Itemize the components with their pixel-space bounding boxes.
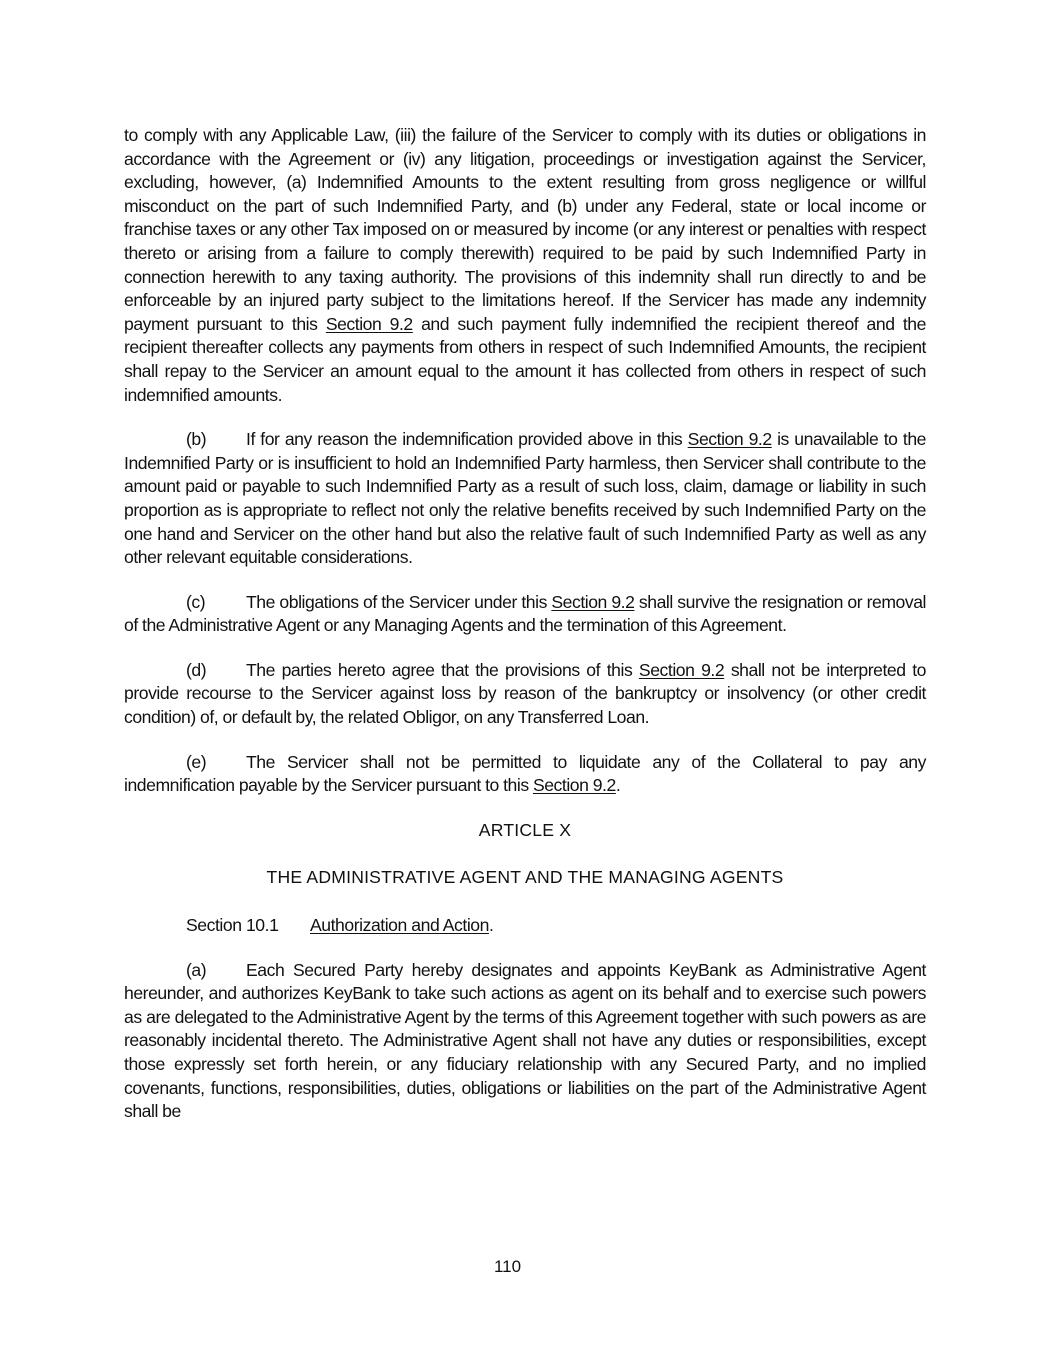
- intro-text-after-link: and such payment fully indemnified the recipient thereof and the recipient thereafter collects any payments from others in respect of such Indemnified Amounts, the recipient shall repay to the Servicer an amount equal to the amount it has collected from others in respect of such indemnified amounts.: [124, 313, 926, 405]
- page-number: 110: [493, 1257, 522, 1276]
- section-title-suffix: .: [488, 915, 494, 936]
- paragraph-label: (a): [186, 959, 207, 980]
- paragraph-text-after-link: is unavailable to the Indemnified Party or is insufficient to hold an Indemnified Party harmless, then Servicer shall contribute to the amount paid or payable to such Indemnified Party as a result of such loss, claim, damage or liability in such proportion as is appropriate to reflect not only the relative benefits received by such Indemnified Party on the one hand and Servicer on the other hand but also the relative fault of such Indemnified Party as well as any other relevant equitable considerations.: [124, 429, 926, 568]
- paragraph-label: (c): [186, 591, 206, 612]
- intro-paragraph: [124, 124, 926, 407]
- section-heading: [186, 914, 926, 938]
- article-title: THE ADMINISTRATIVE AGENT AND THE MANAGING AGENTS: [266, 867, 784, 888]
- paragraph-text: Each Secured Party hereby designates and appoints KeyBank as Administrative Agent hereunder, and authorizes KeyBank to take such actions as agent on its behalf and to exercise such powers as are delegated to the Administrative Agent by the terms of this Agreement together with such powers as are reasonably incidental thereto. The Administrative Agent shall not have any duties or responsibilities, except those expressly set forth herein, or any fiduciary relationship with any Secured Party, and no implied covenants, functions, responsibilities, duties, obligations or liabilities on the part of the Administrative Agent shall be: [124, 959, 926, 1122]
- section-10-1-paragraph-a: [124, 959, 926, 1124]
- section-9-2-reference: Section 9.2: [687, 429, 772, 450]
- paragraph-b: [124, 428, 926, 570]
- section-number: Section 10.1: [186, 915, 279, 936]
- paragraph-text-after-link: shall not be interpreted to provide recourse to the Servicer against loss by reason of the bankruptcy or insolvency (or other credit condition) of, or default by, the related Obligor, on any Transferred Loan.: [124, 659, 926, 728]
- paragraph-label: (e): [186, 751, 207, 772]
- paragraph-text-after-link: .: [615, 775, 621, 796]
- paragraph-c: [124, 591, 926, 638]
- paragraph-text-before-link: The obligations of the Servicer under this: [246, 591, 552, 612]
- paragraph-e: [124, 751, 926, 798]
- paragraph-text-after-link: shall survive the resignation or removal of the Administrative Agent or any Managing Agents and the termination of this Agreement.: [124, 591, 927, 636]
- section-title: Authorization and Action: [310, 915, 489, 936]
- document-page: [124, 124, 926, 1145]
- section-9-2-reference: Section 9.2: [325, 313, 413, 334]
- article-number: ARTICLE X: [478, 819, 572, 840]
- paragraph-text-before-link: The Servicer shall not be permitted to liquidate any of the Collateral to pay any indemnification payable by the Servicer pursuant to this: [124, 751, 926, 796]
- paragraph-text-before-link: The parties hereto agree that the provisions of this: [246, 659, 639, 680]
- paragraph-d: [124, 659, 926, 730]
- intro-text-before-link: to comply with any Applicable Law, (iii) the failure of the Servicer to comply with its duties or obligations in accordance with the Agreement or (iv) any litigation, proceedings or investigation against the Servicer, excluding, however, (a) Indemnified Amounts to the extent resulting from gross negligence or willful misconduct on the part of such Indemnified Party, and (b) under any Federal, state or local income or franchise taxes or any other Tax imposed on or measured by income (or any interest or penalties with respect thereto or arising from a failure to comply therewith) required to be paid by such Indemnified Party in connection herewith to any taxing authority. The provisions of this indemnity shall run directly to and be enforceable by an injured party subject to the limitations hereof. If the Servicer has made any indemnity payment pursuant to this: [124, 125, 926, 334]
- paragraph-label: (b): [186, 429, 207, 450]
- section-9-2-reference: Section 9.2: [638, 659, 725, 680]
- paragraph-label: (d): [186, 659, 207, 680]
- section-9-2-reference: Section 9.2: [551, 591, 635, 612]
- section-9-2-reference: Section 9.2: [532, 775, 616, 796]
- paragraph-text-before-link: If for any reason the indemnification provided above in this: [246, 429, 688, 450]
